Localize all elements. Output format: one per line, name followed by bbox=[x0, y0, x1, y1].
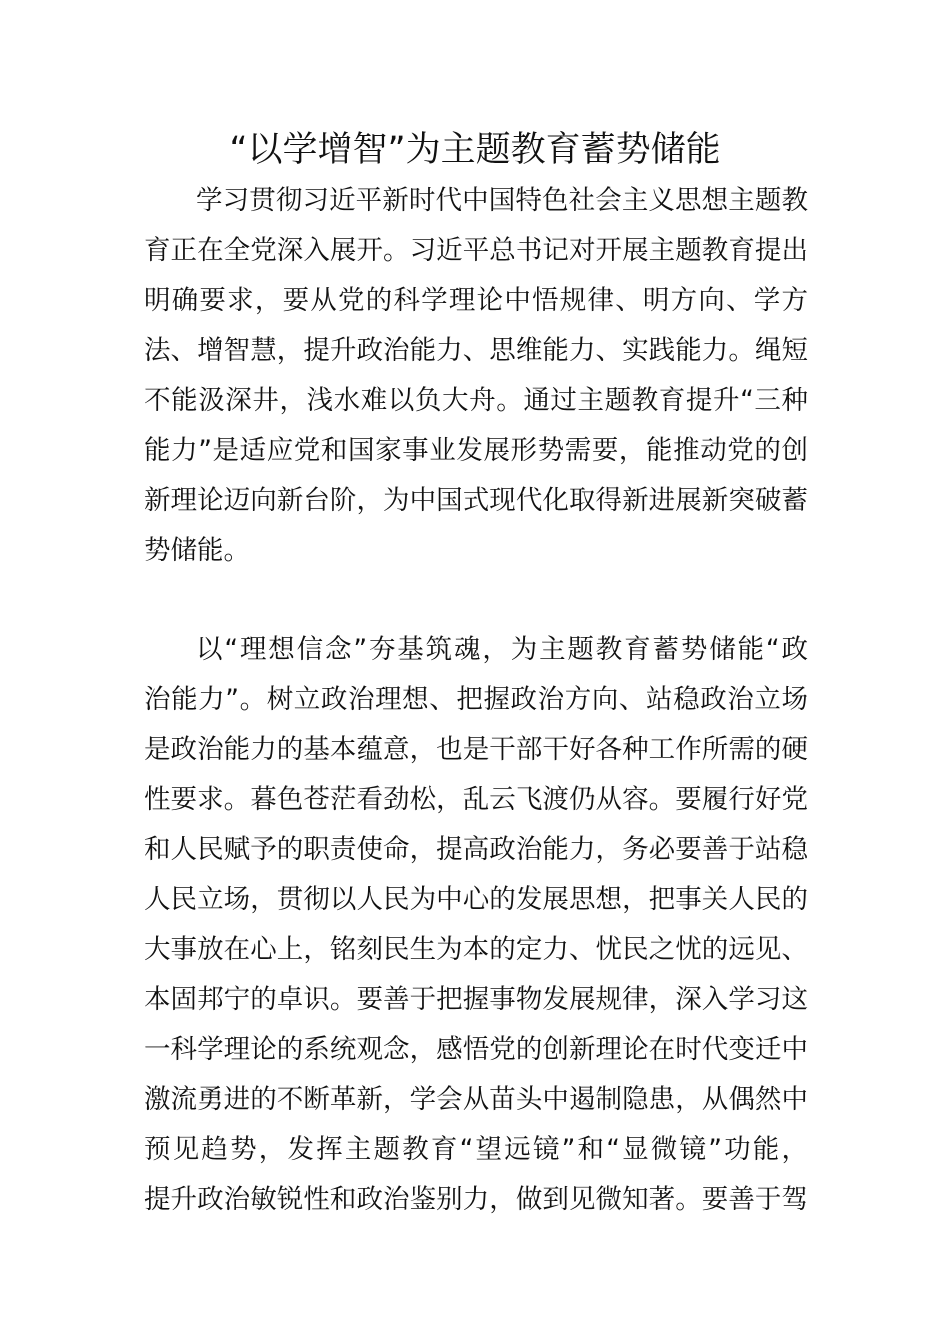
paragraph-2-line: 以“理想信念”夯基筑魂，为主题教育蓄势储能“政 bbox=[196, 634, 808, 665]
paragraph-2-line: 人民立场，贯彻以人民为中心的发展思想，把事关人民的 bbox=[144, 884, 808, 915]
paragraph-1-line: 明确要求，要从党的科学理论中悟规律、明方向、学方 bbox=[144, 285, 808, 316]
paragraph-2-line: 和人民赋予的职责使命，提高政治能力，务必要善于站稳 bbox=[144, 834, 808, 865]
paragraph-1-line: 不能汲深井，浅水难以负大舟。通过主题教育提升“三种 bbox=[144, 385, 808, 416]
paragraph-2-line: 治能力”。树立政治理想、把握政治方向、站稳政治立场 bbox=[144, 684, 808, 715]
paragraph-2-line: 本固邦宁的卓识。要善于把握事物发展规律，深入学习这 bbox=[144, 984, 808, 1015]
paragraph-2-line: 是政治能力的基本蕴意，也是干部干好各种工作所需的硬 bbox=[144, 734, 808, 765]
paragraph-1-line: 法、增智慧，提升政治能力、思维能力、实践能力。绳短 bbox=[144, 335, 808, 366]
paragraph-1-line: 育正在全党深入展开。习近平总书记对开展主题教育提出 bbox=[144, 235, 808, 266]
document-title: “以学增智”为主题教育蓄势储能 bbox=[229, 130, 721, 170]
paragraph-1-line: 学习贯彻习近平新时代中国特色社会主义思想主题教 bbox=[196, 185, 808, 216]
paragraph-1-line: 势储能。 bbox=[144, 535, 250, 566]
paragraph-2-line: 一科学理论的系统观念，感悟党的创新理论在时代变迁中 bbox=[144, 1034, 808, 1065]
paragraph-2-line: 性要求。暮色苍茫看劲松，乱云飞渡仍从容。要履行好党 bbox=[144, 784, 808, 815]
paragraph-2-line: 大事放在心上，铭刻民生为本的定力、忧民之忧的远见、 bbox=[144, 934, 808, 965]
paragraph-2-line: 预见趋势，发挥主题教育“望远镜”和“显微镜”功能， bbox=[144, 1134, 808, 1165]
paragraph-1-line: 新理论迈向新台阶，为中国式现代化取得新进展新突破蓄 bbox=[144, 485, 808, 516]
paragraph-1-line: 能力”是适应党和国家事业发展形势需要，能推动党的创 bbox=[144, 435, 808, 466]
paragraph-2-line: 激流勇进的不断革新，学会从苗头中遏制隐患，从偶然中 bbox=[144, 1084, 808, 1115]
paragraph-2-line: 提升政治敏锐性和政治鉴别力，做到见微知著。要善于驾 bbox=[144, 1184, 808, 1215]
